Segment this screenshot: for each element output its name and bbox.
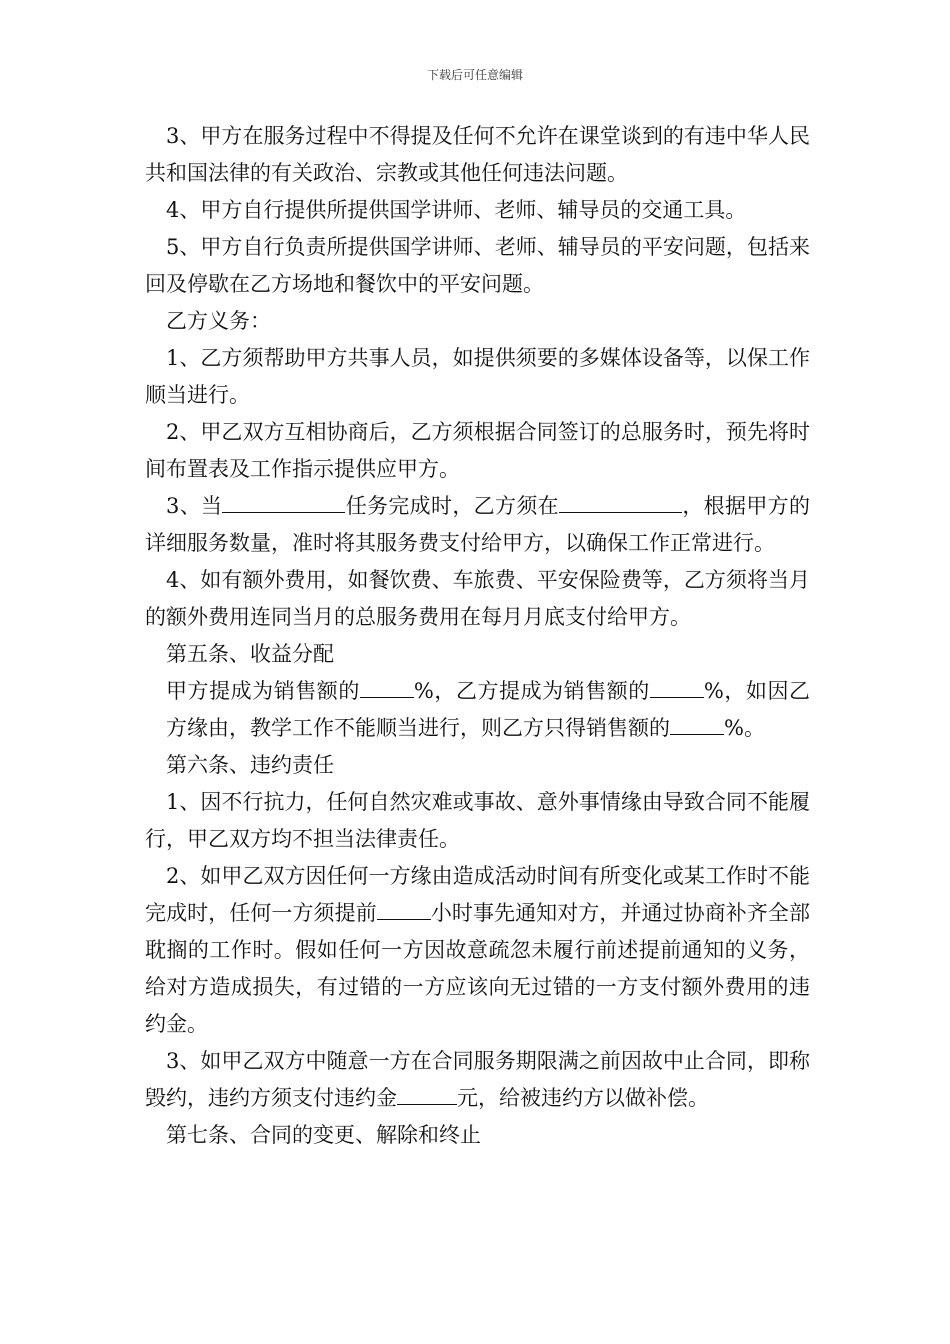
text-segment: 小时事先通知对方，并通过协商补齐全部耽搁的工作时。假如任何一方因故意疏忽未履行前述提前通知的义务，给对方造成损失，有过错的一方应该向无过错的一方支付额外费用的违约金。 xyxy=(145,901,811,1036)
blank-line xyxy=(222,490,345,513)
page-header: 下载后可任意编辑 xyxy=(426,68,523,82)
blank-line xyxy=(397,1082,457,1105)
article-6-title: 第六条、违约责任 xyxy=(166,753,334,777)
document-body xyxy=(145,118,810,1154)
article-5-title: 第五条、收益分配 xyxy=(166,642,334,666)
text-segment: 2、如甲乙双方因任何一方缘由造成活动时间有所变化或某工作时不能完成时，任何一方须提前 xyxy=(145,864,810,925)
paragraph-clause-5: 5、甲方自行负责所提供国学讲师、老师、辅导员的平安问题，包括来回及停歇在乙方场地和餐饮中的平安问题。 xyxy=(145,235,810,296)
text-segment: 3、如甲乙双方中随意一方在合同服务期限满之前因故中止合同，即称毁约，违约方须支付违约金 xyxy=(145,1049,810,1110)
blank-line xyxy=(670,712,724,735)
paragraph-clause-3: 3、甲方在服务过程中不得提及任何不允许在课堂谈到的有违中华人民共和国法律的有关政治、宗教或其他任何违法问题。 xyxy=(145,124,810,185)
text-segment: 元，给被违约方以做补偿。 xyxy=(457,1086,709,1110)
text-segment: %，如因乙方缘由，教学工作不能顺当进行，则乙方只得销售额的 xyxy=(166,679,810,740)
paragraph-b-clause-3 xyxy=(145,488,810,562)
text-segment: 3、当 xyxy=(166,494,223,518)
blank-line xyxy=(650,675,704,698)
blank-line xyxy=(559,490,682,513)
blank-line xyxy=(360,675,414,698)
blank-line xyxy=(377,897,431,920)
text-segment: ，根据甲方的详细服务数量，准时将其服务费支付给甲方，以确保工作正常进行。 xyxy=(145,494,811,555)
text-segment: %，乙方提成为销售额的 xyxy=(413,679,650,703)
paragraph-b-clause-2: 2、甲乙双方互相协商后，乙方须根据合同签订的总服务时，预先将时间布置表及工作指示提供应甲方。 xyxy=(145,420,810,481)
paragraph-b-clause-1: 1、乙方须帮助甲方共事人员，如提供须要的多媒体设备等，以保工作顺当进行。 xyxy=(145,346,810,407)
paragraph-b-clause-4: 4、如有额外费用，如餐饮费、车旅费、平安保险费等，乙方须将当月的额外费用连同当月的总服务费用在每月月底支付给甲方。 xyxy=(145,568,810,629)
text-segment: %。 xyxy=(724,716,765,740)
text-segment: 甲方提成为销售额的 xyxy=(166,679,360,703)
paragraph-liability-2 xyxy=(145,858,810,1043)
text-segment: 任务完成时，乙方须在 xyxy=(345,494,560,518)
article-7-title: 第七条、合同的变更、解除和终止 xyxy=(166,1123,481,1147)
section-heading-party-b-duties: 乙方义务： xyxy=(166,309,271,333)
paragraph-liability-1: 1、因不行抗力，任何自然灾难或事故、意外事情缘由导致合同不能履行，甲乙双方均不担当法律责任。 xyxy=(145,790,810,851)
paragraph-revenue-share xyxy=(145,673,810,747)
paragraph-clause-4: 4、甲方自行提供所提供国学讲师、老师、辅导员的交通工具。 xyxy=(166,198,747,222)
paragraph-liability-3 xyxy=(145,1043,810,1117)
